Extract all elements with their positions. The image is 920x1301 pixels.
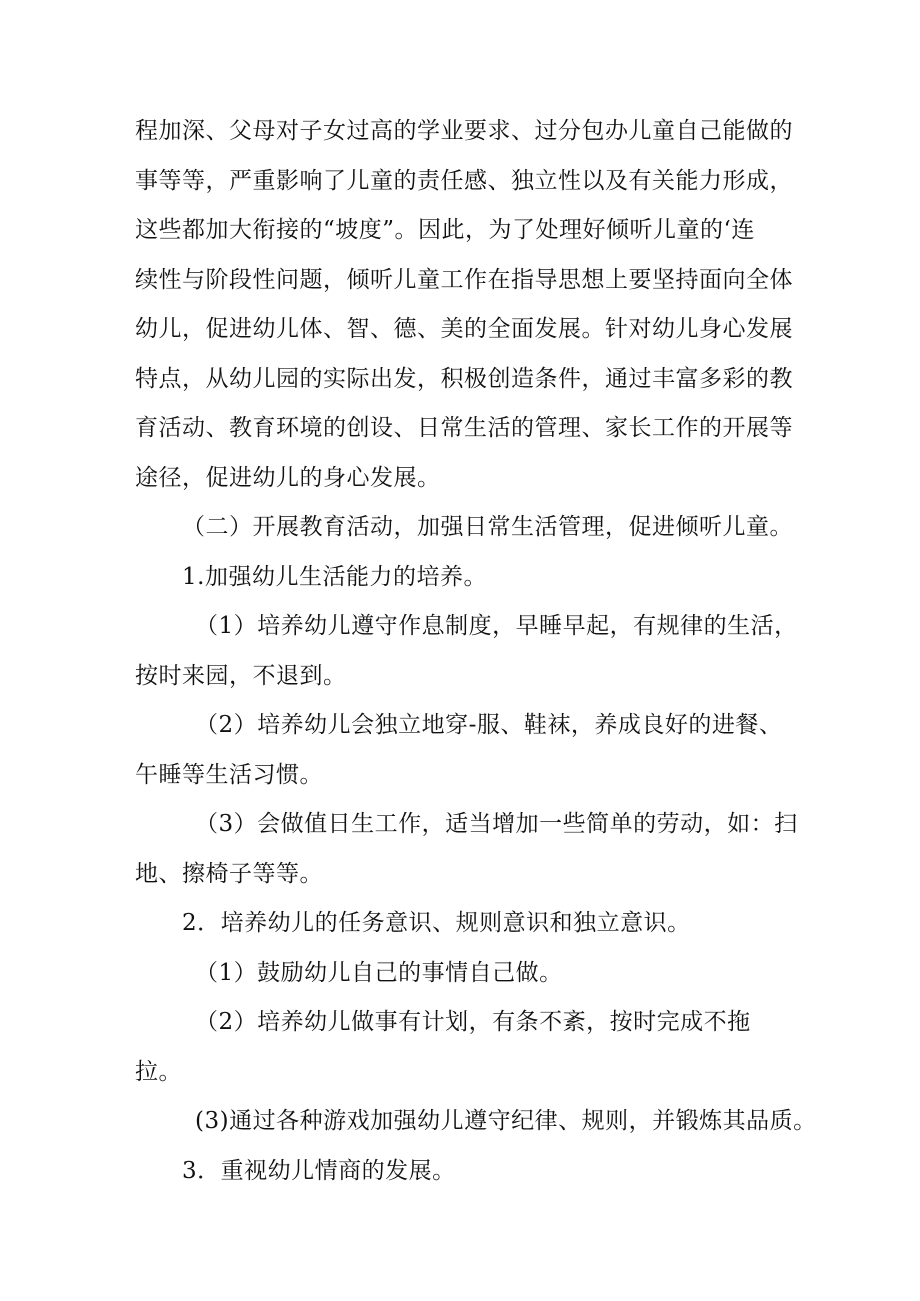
- text-line: 午睡等生活习惯。: [135, 762, 323, 788]
- text-line: （2）培养幼儿做事有计划，有条不紊，按时完成不拖: [195, 1009, 751, 1035]
- item-heading: 2．培养幼儿的任务意识、规则意识和独立意识。: [182, 910, 691, 936]
- text-line: 按时来园，不退到。: [135, 663, 347, 689]
- text-line: 续性与阶段性问题，倾听儿童工作在指导思想上要坚持面向全体: [135, 267, 793, 293]
- text-line: (3)通过各种游戏加强幼儿遵守纪律、规则，并锻炼其品质。: [195, 1108, 817, 1134]
- text-line: 这些都加大衔接的“坡度”。因此，为了处理好倾听儿童的‘连: [135, 217, 755, 243]
- text-line: （1）鼓励幼儿自己的事情自己做。: [195, 960, 563, 986]
- text-line: 幼儿，促进幼儿体、智、德、美的全面发展。针对幼儿身心发展: [135, 316, 793, 342]
- text-line: 程加深、父母对子女过高的学业要求、过分包办儿童自己能做的: [135, 118, 793, 144]
- section-heading: （二）开展教育活动，加强日常生活管理，促进倾听儿童。: [182, 514, 793, 540]
- text-line: 拉。: [135, 1059, 182, 1085]
- text-line: 途径，促进幼儿的身心发展。: [135, 465, 441, 491]
- text-line: （2）培养幼儿会独立地穿-服、鞋袜，养成良好的进餐、: [195, 712, 783, 738]
- text-line: 特点，从幼儿园的实际出发，积极创造条件，通过丰富多彩的教: [135, 366, 793, 392]
- text-line: （3）会做值日生工作，适当增加一些简单的劳动，如：扫: [195, 811, 798, 837]
- text-line: 事等等，严重影响了儿童的责任感、独立性以及有关能力形成，: [135, 168, 793, 194]
- item-heading: 3．重视幼儿情商的发展。: [182, 1158, 456, 1184]
- text-line: 地、擦椅子等等。: [135, 861, 323, 887]
- item-heading: 1.加强幼儿生活能力的培养。: [182, 564, 487, 590]
- text-line: （1）培养幼儿遵守作息制度，早睡早起，有规律的生活，: [195, 613, 798, 639]
- text-line: 育活动、教育环境的创设、日常生活的管理、家长工作的开展等: [135, 415, 793, 441]
